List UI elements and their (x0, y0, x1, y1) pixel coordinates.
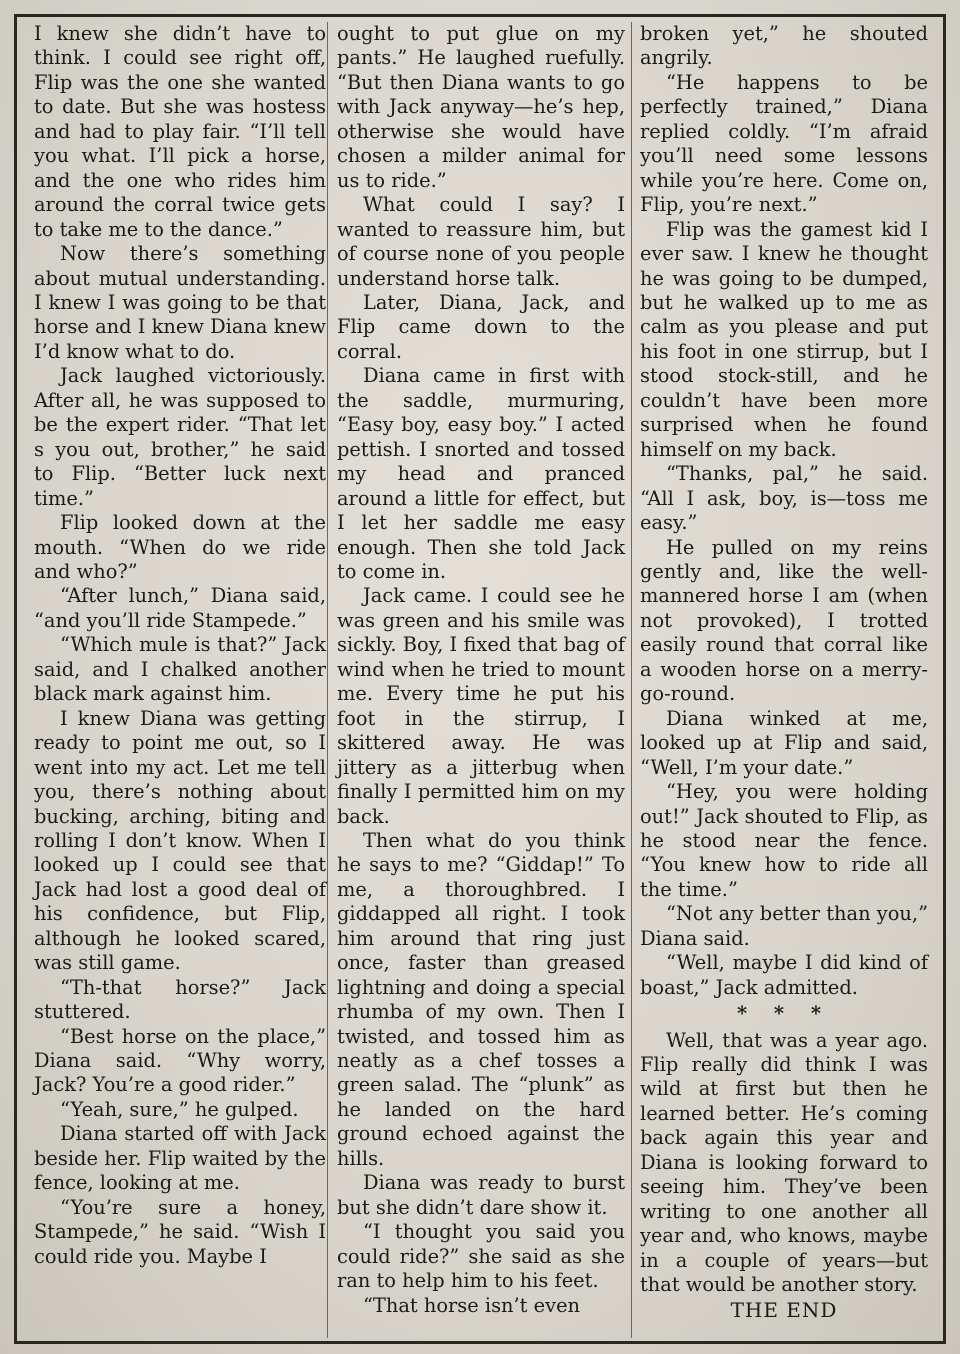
story-paragraph: Diana came in first with the saddle, murmuring, “Easy boy, easy boy.” I acted pettish. I snorted and tossed my head and pranced around a little for effect, but I let her saddle me easy enough. Then she told Jack to come in. (337, 364, 625, 583)
story-column-3 (640, 22, 928, 1322)
story-paragraph: “Not any better than you,” Diana said. (640, 902, 928, 950)
story-paragraph: Jack came. I could see he was green and his smile was sickly. Boy, I fixed that bag of wind when he tried to mount me. Every time he put his foot in the stirrup, I skittered away. He was jittery as a jitterbug when finally I permitted him on my back. (337, 584, 625, 828)
story-column-1 (34, 22, 326, 1269)
story-paragraph: “Well, maybe I did kind of boast,” Jack admitted. (640, 951, 928, 999)
column-divider-left (327, 22, 328, 1338)
story-paragraph: “Thanks, pal,” he said. “All I ask, boy, is—toss me easy.” (640, 462, 928, 535)
story-paragraph: Well, that was a year ago. Flip really did think I was wild at first but then he learned better. He’s coming back again this year and Diana is looking forward to seeing him. They’ve been writing to one another all year and, who knows, maybe in a couple of years—but that would be another story. (640, 1028, 928, 1297)
column-divider-right (631, 22, 632, 1338)
story-paragraph: What could I say? I wanted to reassure him, but of course none of you people understand horse talk. (337, 193, 625, 290)
story-paragraph: Then what do you think he says to me? “Giddap!” To me, a thoroughbred. I giddapped all right. I took him around that ring just once, faster than greased lightning and doing a special rhumba of my own. Then I twisted, and tossed him as neatly as a chef tosses a green salad. The “plunk” as he landed on the hard ground echoed against the hills. (337, 828, 625, 1170)
story-paragraph: “He happens to be perfectly trained,” Diana replied coldly. “I’m afraid you’ll need some lessons while you’re here. Come on, Flip, you’re next.” (640, 70, 928, 217)
story-paragraph: “You’re sure a honey, Stampede,” he said. “Wish I could ride you. Maybe I (34, 1195, 326, 1268)
story-paragraph: “That horse isn’t even (363, 1293, 581, 1317)
story-paragraph: “After lunch,” Diana said, “and you’ll ride Stampede.” (34, 584, 326, 632)
section-separator: * * * (737, 1002, 831, 1026)
story-paragraph: ought to put glue on my pants.” He laughed ruefully. “But then Diana wants to go with Jack anyway—he’s hep, otherwise she would have chosen a milder animal for us to ride.” (337, 22, 625, 192)
story-paragraph: Jack laughed victoriously. After all, he was supposed to be the expert rider. “That let s you out, brother,” he said to Flip. “Better luck next time.” (34, 364, 326, 510)
story-paragraph: I knew Diana was getting ready to point me out, so I went into my act. Let me tell you, there’s nothing about bucking, arching, biting and rolling I don’t know. When I looked up I could see that Jack had lost a good deal of his confidence, but Flip, although he looked scared, was still game. (34, 706, 326, 975)
story-paragraph: “Best horse on the place,” Diana said. “Why worry, Jack? You’re a good rider.” (34, 1024, 326, 1097)
story-paragraph: Diana was ready to burst but she didn’t dare show it. (337, 1171, 625, 1219)
story-paragraph: Flip looked down at the mouth. “When do we ride and who?” (34, 511, 326, 583)
story-paragraph: “Hey, you were holding out!” Jack shouted to Flip, as he stood near the fence. “You knew how to ride all the time.” (640, 780, 928, 901)
story-paragraph: “Th-that horse?” Jack stuttered. (34, 975, 326, 1024)
story-column-2 (337, 22, 625, 1318)
story-paragraph: Diana started off with Jack beside her. Flip waited by the fence, looking at me. (34, 1122, 326, 1195)
the-end-label: THE END (730, 1297, 838, 1322)
story-paragraph: “Which mule is that?” Jack said, and I chalked another black mark against him. (34, 633, 326, 706)
story-paragraph: broken yet,” he shouted angrily. (640, 22, 928, 70)
story-paragraph: “Yeah, sure,” he gulped. (60, 1097, 299, 1121)
story-paragraph: Now there’s something about mutual understanding. I knew I was going to be that horse and I knew Diana knew I’d know what to do. (34, 242, 326, 363)
story-paragraph: Flip was the gamest kid I ever saw. I knew he thought he was going to be dumped, but he walked up to me as calm as you please and put his foot in one stirrup, but I stood stock-still, and he couldn’t have been more surprised when he found himself on my back. (640, 217, 928, 461)
story-paragraph: He pulled on my reins gently and, like the well-mannered horse I am (when not provoked), I trotted easily round that corral like a wooden horse on a merry-go-round. (640, 535, 928, 706)
story-paragraph: “I thought you said you could ride?” she said as she ran to help him to his feet. (337, 1220, 625, 1293)
story-paragraph: Diana winked at me, looked up at Flip and said, “Well, I’m your date.” (640, 706, 928, 779)
story-paragraph: I knew she didn’t have to think. I could see right off, Flip was the one she wanted to date. But she was hostess and had to play fair. “I’ll tell you what. I’ll pick a horse, and the one who rides him around the corral twice gets to take me to the dance.” (34, 22, 326, 241)
story-paragraph: Later, Diana, Jack, and Flip came down to the corral. (337, 290, 625, 363)
